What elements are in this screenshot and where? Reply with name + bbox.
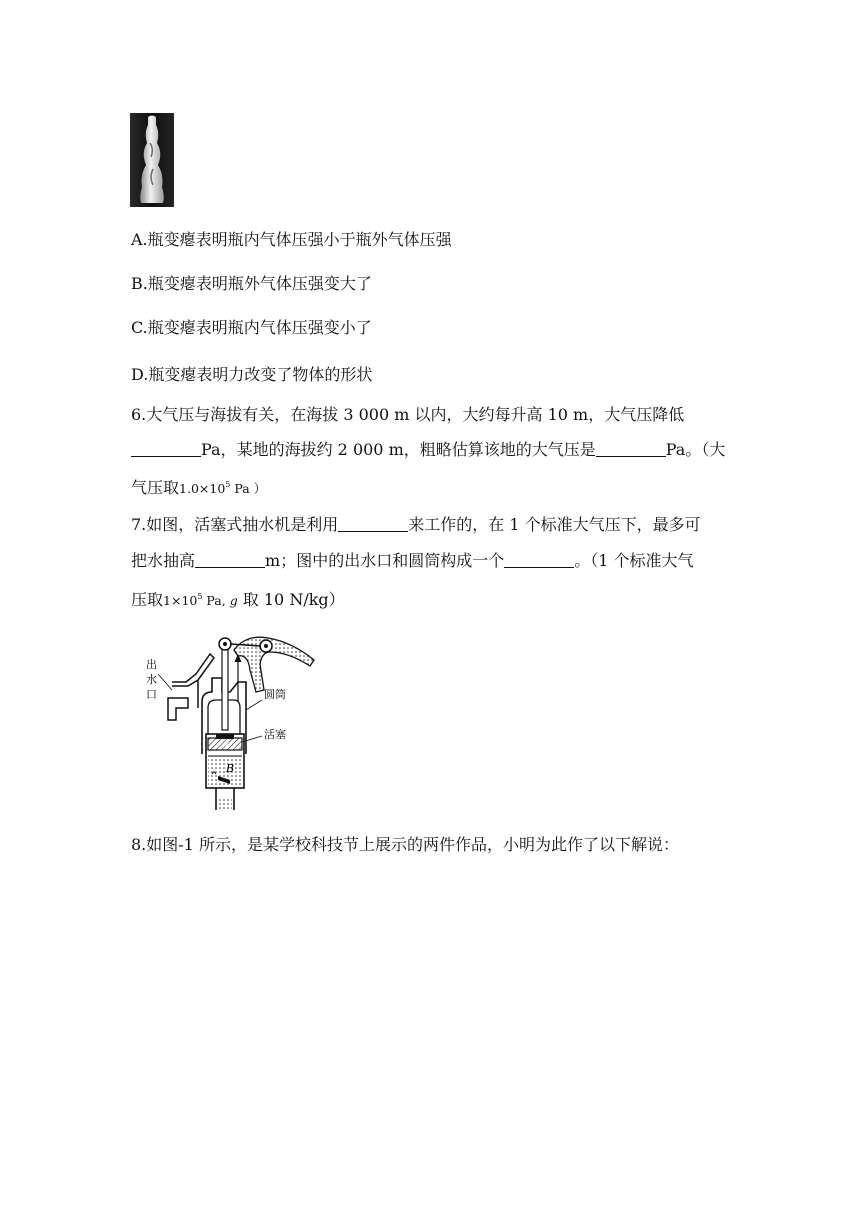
q7-blank-1[interactable] [338,517,408,532]
q6-pressure-value [179,481,266,496]
q7-line-1-text-b: 来工作的，在 1 个标准大气压下，最多可 [408,515,701,534]
q7-line-3-text-a: 压取 [131,590,164,609]
label-piston: 活塞 [264,728,286,741]
piston-rod [222,640,228,730]
q5-option-a: A.瓶变瘪表明瓶内气体压强小于瓶外气体压强 [131,230,452,249]
label-outlet-1: 出 [146,658,157,671]
q8-line-1: 8.如图-1 所示，是某学校科技节上展示的两件作品，小明为此作了以下解说： [131,835,679,854]
q6-blank-2[interactable] [596,442,666,457]
q7-blank-3[interactable] [504,553,574,568]
q5-option-b: B.瓶变瘪表明瓶外气体压强变大了 [131,274,372,293]
q7-line-3-text-c: 取 10 N/kg） [237,590,345,609]
q6-line-3 [131,478,266,499]
q7-blank-2[interactable] [195,553,265,568]
q7-line-2-text-c: 。（1 个标准大气 [574,551,694,570]
q6-line-1: 6.大气压与海拔有关，在海拔 3 000 m 以内，大约每升高 10 m，大气压降低 [131,405,685,424]
label-cylinder: 圆筒 [264,688,286,701]
q7-line-1 [131,515,701,535]
q7-pressure-unit: Pa, [202,593,230,608]
q6-line-2-text-a: Pa，某地的海拔约 2 000 m，粗略估算该地的大气压是 [201,440,596,459]
q6-line-2 [131,440,725,460]
q7-pressure-value [163,593,238,608]
q5-option-c: C.瓶变瘪表明瓶内气体压强变小了 [131,318,372,337]
q7-g-symbol: g [229,593,238,608]
label-a: A [222,738,230,751]
q7-line-3 [131,590,345,611]
outlet-pipe [168,698,188,720]
q6-line-3-text: 气压取 [131,478,180,497]
q6-pressure-exponent: 5 [225,480,231,489]
q7-line-1-text-a: 7.如图，活塞式抽水机是利用 [131,515,339,534]
q7-pressure-exponent: 5 [197,592,203,601]
q5-option-d: D.瓶变瘪表明力改变了物体的形状 [131,365,373,384]
q6-pressure-mantissa: 1.0×10 [179,481,226,496]
q7-line-2 [131,551,693,571]
label-outlet-2: 水 [146,673,157,686]
q7-line-2-text-b: m；图中的出水口和圆筒构成一个 [265,551,505,570]
q6-line-2-text-b: Pa。（大 [665,440,726,459]
label-b: B [226,762,235,775]
piston-pump-diagram [126,630,322,812]
q6-pressure-unit: Pa ） [230,481,267,496]
q6-blank-1[interactable] [131,442,201,457]
q7-line-2-text-a: 把水抽高 [131,551,196,570]
q7-pressure-mantissa: 1×10 [163,593,198,608]
label-outlet-3: 口 [146,688,157,701]
crushed-bottle-photo [130,113,174,207]
